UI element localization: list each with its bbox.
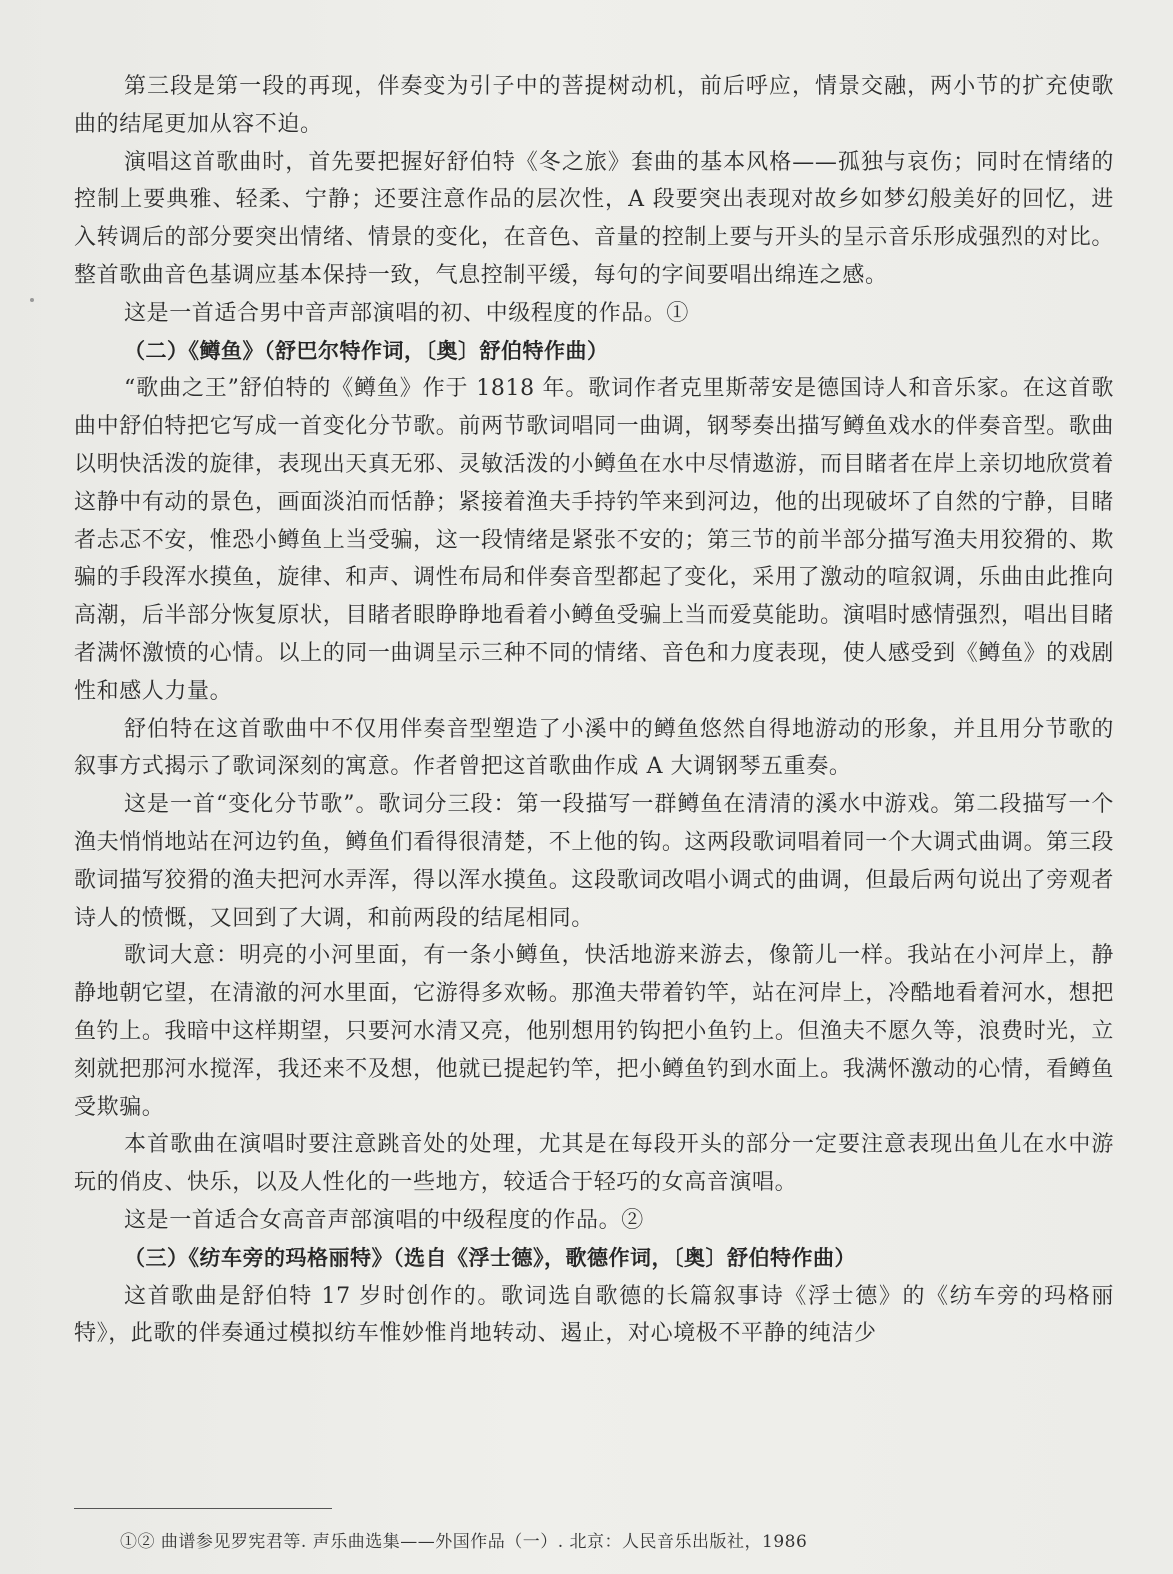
section-heading: （二）《鳟鱼》（舒巴尔特作词，〔奥〕舒伯特作曲） <box>124 338 609 363</box>
paragraph: “歌曲之王”舒伯特的《鳟鱼》作于 1818 年。歌词作者克里斯蒂安是德国诗人和音乐家。在这首歌曲中舒伯特把它写成一首变化分节歌。前两节歌词唱同一曲调，钢琴奏出描写鳟鱼戏水的伴奏音型。歌曲以明快活泼的旋律，表现出天真无邪、灵敏活泼的小鳟鱼在水中尽情遨游，而目睹者在岸上亲切地欣赏着这静中有动的景色，画面淡泊而恬静；紧接着渔夫手持钓竿来到河边，他的出现破坏了自然的宁静，目睹者忐忑不安，惟恐小鳟鱼上当受骗，这一段情绪是紧张不安的；第三节的前半部分描写渔夫用狡猾的、欺骗的手段浑水摸鱼，旋律、和声、调性布局和伴奏音型都起了变化，采用了激动的喧叙调，乐曲由此推向高潮，后半部分恢复原状，目睹者眼睁睁地看着小鳟鱼受骗上当而爱莫能助。演唱时感情强烈，唱出目睹者满怀激愤的心情。以上的同一曲调呈示三种不同的情绪、音色和力度表现，使人感受到《鳟鱼》的戏剧性和感人力量。 <box>74 376 1114 704</box>
page-body <box>74 68 1114 1353</box>
paragraph: 演唱这首歌曲时，首先要把握好舒伯特《冬之旅》套曲的基本风格——孤独与哀伤；同时在情绪的控制上要典雅、轻柔、宁静；还要注意作品的层次性，A 段要突出表现对故乡如梦幻般美好的回忆，进入转调后的部分要突出情绪、情景的变化，在音色、音量的控制上要与开头的呈示音乐形成强烈的对比。整首歌曲音色基调应基本保持一致，气息控制平缓，每句的字间要唱出绵连之感。 <box>74 149 1114 288</box>
footnote: ①② 曲谱参见罗宪君等. 声乐曲选集——外国作品（一）. 北京：人民音乐出版社，1986 <box>120 1532 808 1552</box>
paragraph: 这是一首适合女高音声部演唱的中级程度的作品。② <box>124 1207 644 1233</box>
paragraph: 第三段是第一段的再现，伴奏变为引子中的菩提树动机，前后呼应，情景交融，两小节的扩充使歌曲的结尾更加从容不迫。 <box>74 74 1114 137</box>
paragraph: 这首歌曲是舒伯特 17 岁时创作的。歌词选自歌德的长篇叙事诗《浮士德》的《纺车旁的玛格丽特》，此歌的伴奏通过模拟纺车惟妙惟肖地转动、遏止，对心境极不平静的纯洁少 <box>74 1283 1114 1347</box>
paragraph: 舒伯特在这首歌曲中不仅用伴奏音型塑造了小溪中的鳟鱼悠然自得地游动的形象，并且用分节歌的叙事方式揭示了歌词深刻的寓意。作者曾把这首歌曲作成 A 大调钢琴五重奏。 <box>74 716 1114 780</box>
paragraph: 本首歌曲在演唱时要注意跳音处的处理，尤其是在每段开头的部分一定要注意表现出鱼儿在水中游玩的俏皮、快乐，以及人性化的一些地方，较适合于轻巧的女高音演唱。 <box>74 1132 1114 1196</box>
paragraph: 这是一首适合男中音声部演唱的初、中级程度的作品。① <box>124 300 690 326</box>
paragraph: 歌词大意：明亮的小河里面，有一条小鳟鱼，快活地游来游去，像箭儿一样。我站在小河岸上，静静地朝它望，在清澈的河水里面，它游得多欢畅。那渔夫带着钓竿，站在河岸上，冷酷地看着河水，想把鱼钓上。我暗中这样期望，只要河水清又亮，他别想用钓钩把小鱼钓上。但渔夫不愿久等，浪费时光，立刻就把那河水搅浑，我还来不及想，他就已提起钓竿，把小鳟鱼钓到水面上。我满怀激动的心情，看鳟鱼受欺骗。 <box>74 943 1114 1120</box>
footnote-divider <box>74 1508 332 1509</box>
section-heading: （三）《纺车旁的玛格丽特》（选自《浮士德》，歌德作词，〔奥〕舒伯特作曲） <box>124 1245 856 1270</box>
paragraph: 这是一首“变化分节歌”。歌词分三段：第一段描写一群鳟鱼在清清的溪水中游戏。第二段描写一个渔夫悄悄地站在河边钓鱼，鳟鱼们看得很清楚，不上他的钩。这两段歌词唱着同一个大调式曲调。第三段歌词描写狡猾的渔夫把河水弄浑，得以浑水摸鱼。这段歌词改唱小调式的曲调，但最后两句说出了旁观者诗人的愤慨，又回到了大调，和前两段的结尾相同。 <box>74 792 1114 931</box>
print-speck <box>30 298 34 302</box>
